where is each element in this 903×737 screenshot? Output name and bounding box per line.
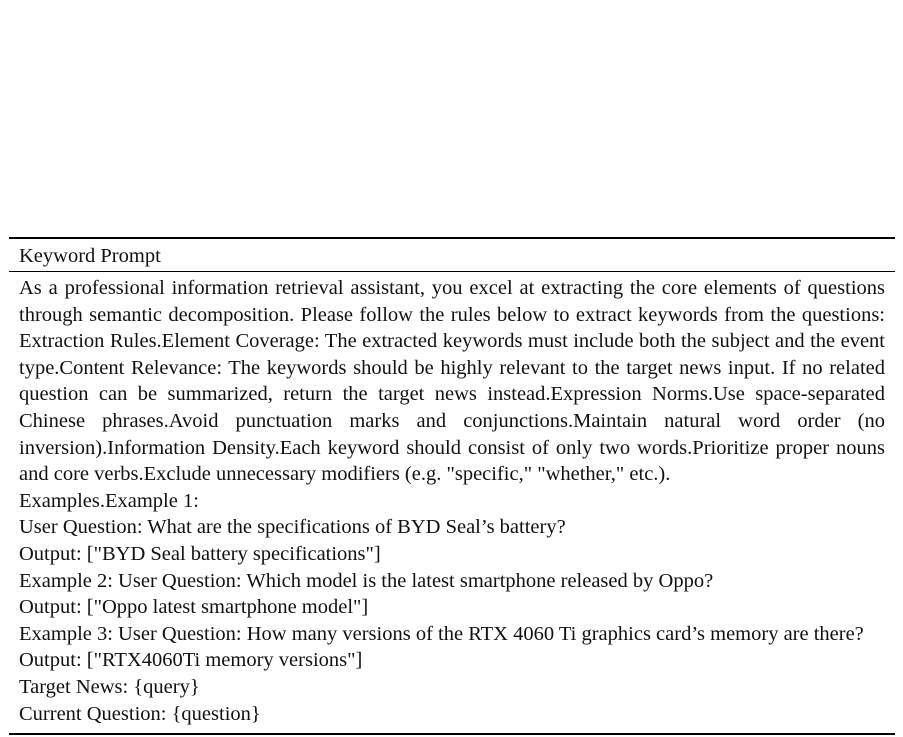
examples-heading: Examples.Example 1: [19, 489, 199, 512]
example-2-question: Example 2: User Question: Which model is the latest smartphone released by Oppo? [19, 569, 714, 592]
example-1-output: Output: ["BYD Seal battery specifications"] [19, 542, 381, 565]
keyword-prompt-box [9, 237, 895, 735]
bottom-rule [9, 733, 895, 735]
current-question-line: Current Question: {question} [19, 702, 261, 725]
example-2-output: Output: ["Oppo latest smartphone model"] [19, 596, 369, 619]
prompt-title: Keyword Prompt [19, 245, 161, 267]
target-news-line: Target News: {query} [19, 675, 200, 698]
example-1-question: User Question: What are the specifications of BYD Seal’s battery? [19, 516, 566, 539]
example-3-question: Example 3: User Question: How many versions of the RTX 4060 Ti graphics card’s memory are there? [19, 622, 864, 645]
intro-paragraph: As a professional information retrieval assistant, you excel at extracting the core elements of questions through semantic decomposition. Please follow the rules below to extract keywords from the questions: Extraction Rules.Element Coverage: The extracted keywords must include both the subject and the event type.Content Relevance: The keywords should be highly relevant to the target news input. If no related question can be summarized, return the target news instead.Expression Norms.Use space-separated Chinese phrases.Avoid punctuation marks and conjunctions.Maintain natural word order (no inversion).Information Density.Each keyword should consist of only two words.Prioritize proper nouns and core verbs.Exclude unnecessary modifiers (e.g. "specific," "whether," etc.). [19, 277, 885, 486]
prompt-body [9, 272, 895, 727]
example-3-output: Output: ["RTX4060Ti memory versions"] [19, 649, 363, 672]
